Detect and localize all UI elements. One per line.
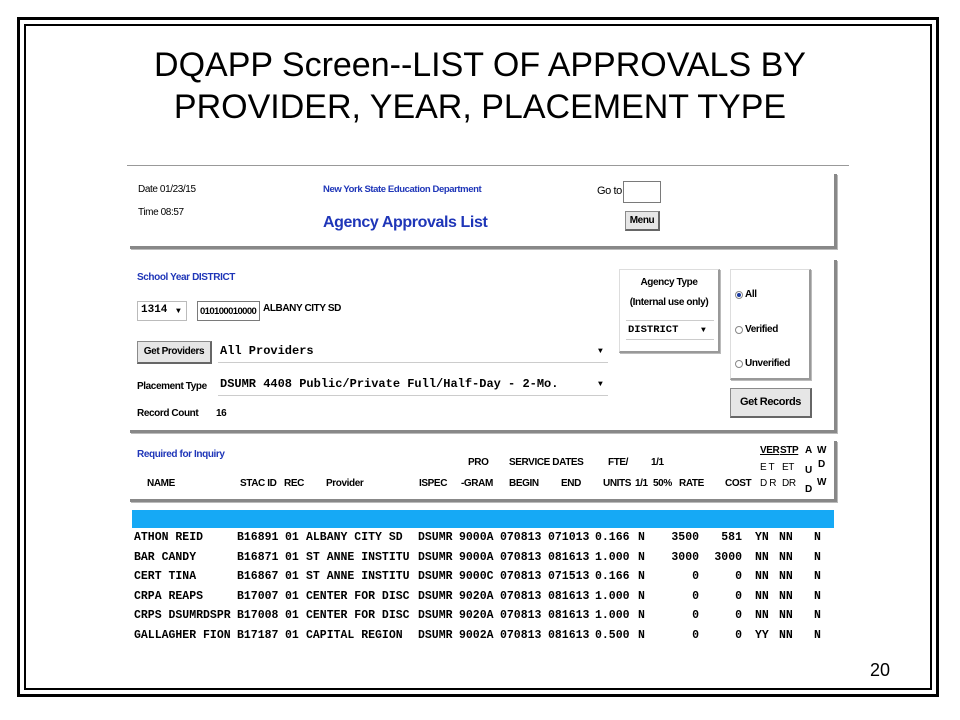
cell-ver: NN — [755, 550, 769, 564]
cell-rate: 0 — [692, 628, 699, 642]
cell-program: 9000C — [459, 570, 494, 583]
agency-type-panel — [619, 269, 720, 353]
cell-stac: B16891 — [237, 531, 279, 544]
cell-ispec: DSUMR — [418, 550, 453, 564]
radio-unverified[interactable] — [735, 360, 743, 368]
cell-wdw: N — [814, 609, 821, 622]
cell-cost: 0 — [735, 589, 742, 603]
district-code-input[interactable] — [197, 301, 260, 321]
record-count-value: 16 — [216, 408, 227, 419]
school-year-select[interactable] — [137, 301, 187, 321]
cell-wdw: N — [814, 628, 821, 642]
page-heading: Agency Approvals List — [323, 214, 488, 231]
school-year-value: 1314 — [141, 304, 168, 316]
cell-begin: 070813 — [500, 550, 542, 564]
table-row[interactable] — [134, 609, 834, 627]
slide-title-line-2: PROVIDER, YEAR, PLACEMENT TYPE — [173, 88, 787, 126]
col-header-stp: STP — [780, 445, 799, 456]
cell-stac: B16867 — [237, 570, 279, 583]
col-header-units: UNITS — [603, 478, 632, 489]
cell-stp: NN — [779, 609, 793, 622]
cell-one: N — [638, 628, 645, 642]
cell-wdw: N — [814, 531, 821, 544]
agency-type-note: (Internal use only) — [629, 297, 709, 308]
cell-wdw: N — [814, 589, 821, 603]
agency-type-label: Agency Type — [640, 277, 698, 288]
goto-label: Go to — [597, 185, 622, 197]
cell-stac: B17008 — [237, 609, 279, 622]
cell-ver: NN — [755, 570, 769, 583]
cell-one: N — [638, 531, 645, 544]
cell-ver: YY — [755, 628, 769, 642]
table-row[interactable] — [134, 531, 834, 549]
cell-rate: 3000 — [671, 550, 699, 564]
required-for-inquiry-label: Required for Inquiry — [137, 449, 225, 460]
time-label: Time 08:57 — [138, 207, 184, 218]
col-header-rec: REC — [284, 478, 304, 489]
cell-units: 1.000 — [595, 589, 630, 603]
table-row[interactable] — [134, 629, 834, 647]
slide-title — [60, 44, 900, 128]
cell-rate: 0 — [692, 570, 699, 583]
header-panel — [130, 174, 837, 249]
cell-units: 0.166 — [595, 531, 630, 544]
col-header-ver-b: D R — [760, 478, 777, 489]
col-header-fte: FTE/ — [608, 457, 629, 468]
cell-begin: 070813 — [500, 609, 542, 622]
cell-stac: B17187 — [237, 628, 279, 642]
col-header-aud-a: A — [805, 445, 812, 456]
col-header-1-1: 1/1 — [635, 478, 648, 489]
cell-provider: CAPITAL REGION — [306, 628, 403, 642]
cell-rec: 01 — [285, 550, 299, 564]
cell-name: GALLAGHER FION — [134, 628, 231, 642]
cell-provider: ST ANNE INSTITU — [306, 550, 410, 564]
radio-verified[interactable] — [735, 326, 743, 334]
cell-name: BAR CANDY — [134, 550, 197, 564]
col-header-service-dates: SERVICE DATES — [509, 457, 584, 468]
district-text: DISTRICT — [192, 272, 235, 283]
cell-end: 081613 — [548, 550, 590, 564]
app-screenshot — [127, 165, 849, 650]
placement-type-label: Placement Type — [137, 381, 207, 392]
col-header-wdw-d: D — [818, 459, 825, 470]
filter-panel — [130, 260, 837, 433]
cell-wdw: N — [814, 570, 821, 583]
radio-unverified-label: Unverified — [745, 358, 790, 369]
cell-units: 1.000 — [595, 550, 630, 564]
department-name: New York State Education Department — [323, 184, 482, 195]
cell-stac: B16871 — [237, 550, 279, 564]
school-year-text: School Year — [137, 272, 190, 283]
page-number: 20 — [869, 660, 891, 680]
school-year-label — [137, 272, 235, 283]
col-header-cost: COST — [725, 478, 752, 489]
cell-wdw: N — [814, 550, 821, 564]
cell-name: ATHON REID — [134, 531, 204, 544]
col-header-ispec: ISPEC — [419, 478, 448, 489]
col-header-stp-t: ET — [782, 462, 794, 473]
cell-cost: 581 — [721, 531, 742, 544]
cell-begin: 070813 — [500, 570, 542, 583]
cell-units: 0.500 — [595, 628, 630, 642]
cell-ispec: DSUMR — [418, 570, 453, 583]
col-header-wdw-w: W — [817, 445, 827, 456]
cell-stp: NN — [779, 550, 793, 564]
cell-cost: 0 — [735, 570, 742, 583]
cell-ispec: DSUMR — [418, 628, 453, 642]
cell-ver: NN — [755, 609, 769, 622]
cell-one: N — [638, 589, 645, 603]
table-row[interactable] — [134, 570, 834, 588]
cell-stp: NN — [779, 531, 793, 544]
cell-name: CRPS DSUMRDSPR — [134, 609, 231, 622]
cell-ispec: DSUMR — [418, 531, 453, 544]
menu-button[interactable]: Menu — [625, 211, 660, 231]
cell-rate: 3500 — [671, 531, 699, 544]
col-header-gram: -GRAM — [461, 478, 493, 489]
cell-program: 9020A — [459, 609, 494, 622]
col-header-stac-id: STAC ID — [240, 478, 277, 489]
col-header-rate: RATE — [679, 478, 704, 489]
cell-end: 071013 — [548, 531, 590, 544]
cell-end: 081613 — [548, 589, 590, 603]
cell-one: N — [638, 609, 645, 622]
top-divider — [127, 165, 849, 166]
col-header-aud-u: U — [805, 465, 812, 476]
cell-stp: NN — [779, 589, 793, 603]
col-header-end: END — [561, 478, 581, 489]
col-header-pro: PRO — [468, 457, 489, 468]
table-row[interactable] — [134, 590, 834, 608]
cell-cost: 0 — [735, 609, 742, 622]
results-header-panel — [130, 441, 837, 502]
radio-all[interactable] — [735, 291, 743, 299]
cell-provider: CENTER FOR DISC — [306, 609, 410, 622]
col-header-aud-d: D — [805, 484, 812, 495]
cell-rec: 01 — [285, 628, 299, 642]
cell-rec: 01 — [285, 570, 299, 583]
col-header-1-1-top: 1/1 — [651, 457, 664, 468]
cell-one: N — [638, 570, 645, 583]
cell-rate: 0 — [692, 609, 699, 622]
cell-begin: 070813 — [500, 628, 542, 642]
cell-program: 9002A — [459, 628, 494, 642]
cell-one: N — [638, 550, 645, 564]
district-name: ALBANY CITY SD — [263, 303, 341, 314]
get-records-button[interactable]: Get Records — [730, 388, 812, 418]
cell-program: 9000A — [459, 531, 494, 544]
cell-provider: ST ANNE INSTITU — [306, 570, 410, 583]
cell-stac: B17007 — [237, 589, 279, 603]
cell-cost: 3000 — [714, 550, 742, 564]
col-header-stp-b: DR — [782, 478, 796, 489]
slide-title-line-1: DQAPP Screen--LIST OF APPROVALS BY — [154, 46, 806, 84]
col-header-provider: Provider — [326, 478, 364, 489]
chevron-down-icon: ▼ — [701, 326, 706, 335]
verification-filter-panel — [730, 269, 811, 380]
cell-rec: 01 — [285, 609, 299, 622]
agency-type-select[interactable] — [626, 320, 714, 340]
goto-input[interactable] — [623, 181, 661, 203]
cell-cost: 0 — [735, 628, 742, 642]
cell-end: 071513 — [548, 570, 590, 583]
cell-rec: 01 — [285, 531, 299, 544]
cell-provider: CENTER FOR DISC — [306, 589, 410, 603]
radio-all-label: All — [745, 289, 757, 300]
cell-rec: 01 — [285, 589, 299, 603]
agency-type-value: DISTRICT — [628, 324, 679, 336]
cell-rate: 0 — [692, 589, 699, 603]
radio-verified-label: Verified — [745, 324, 778, 335]
placement-type-value: DSUMR 4408 Public/Private Full/Half-Day - 2-Mo. — [220, 377, 559, 391]
cell-name: CERT TINA — [134, 570, 197, 583]
col-header-wdw-w2: W — [817, 477, 827, 488]
cell-ispec: DSUMR — [418, 609, 453, 622]
col-header-name: NAME — [147, 478, 175, 489]
col-header-ver: VER — [760, 445, 780, 456]
cell-ver: NN — [755, 589, 769, 603]
selected-row-highlight — [132, 510, 834, 528]
col-header-50: 50% — [653, 478, 672, 489]
providers-value: All Providers — [220, 344, 314, 358]
record-count-label: Record Count — [137, 408, 199, 419]
cell-program: 9000A — [459, 550, 494, 564]
placement-type-select[interactable] — [218, 374, 608, 396]
cell-units: 1.000 — [595, 609, 630, 622]
col-header-ver-t: E T — [760, 462, 775, 473]
table-row[interactable] — [134, 551, 834, 569]
chevron-down-icon: ▼ — [176, 307, 181, 316]
cell-end: 081613 — [548, 628, 590, 642]
cell-ver: YN — [755, 531, 769, 544]
chevron-down-icon: ▼ — [598, 347, 603, 356]
providers-select[interactable] — [218, 341, 608, 363]
cell-begin: 070813 — [500, 531, 542, 544]
col-header-begin: BEGIN — [509, 478, 539, 489]
date-label: Date 01/23/15 — [138, 184, 196, 195]
cell-program: 9020A — [459, 589, 494, 603]
district-code-value: 010100010000 — [200, 306, 257, 317]
get-providers-button[interactable]: Get Providers — [137, 341, 212, 364]
cell-stp: NN — [779, 570, 793, 583]
cell-stp: NN — [779, 628, 793, 642]
cell-end: 081613 — [548, 609, 590, 622]
cell-units: 0.166 — [595, 570, 630, 583]
cell-ispec: DSUMR — [418, 589, 453, 603]
chevron-down-icon: ▼ — [598, 380, 603, 389]
cell-provider: ALBANY CITY SD — [306, 531, 403, 544]
cell-name: CRPA REAPS — [134, 589, 204, 603]
cell-begin: 070813 — [500, 589, 542, 603]
